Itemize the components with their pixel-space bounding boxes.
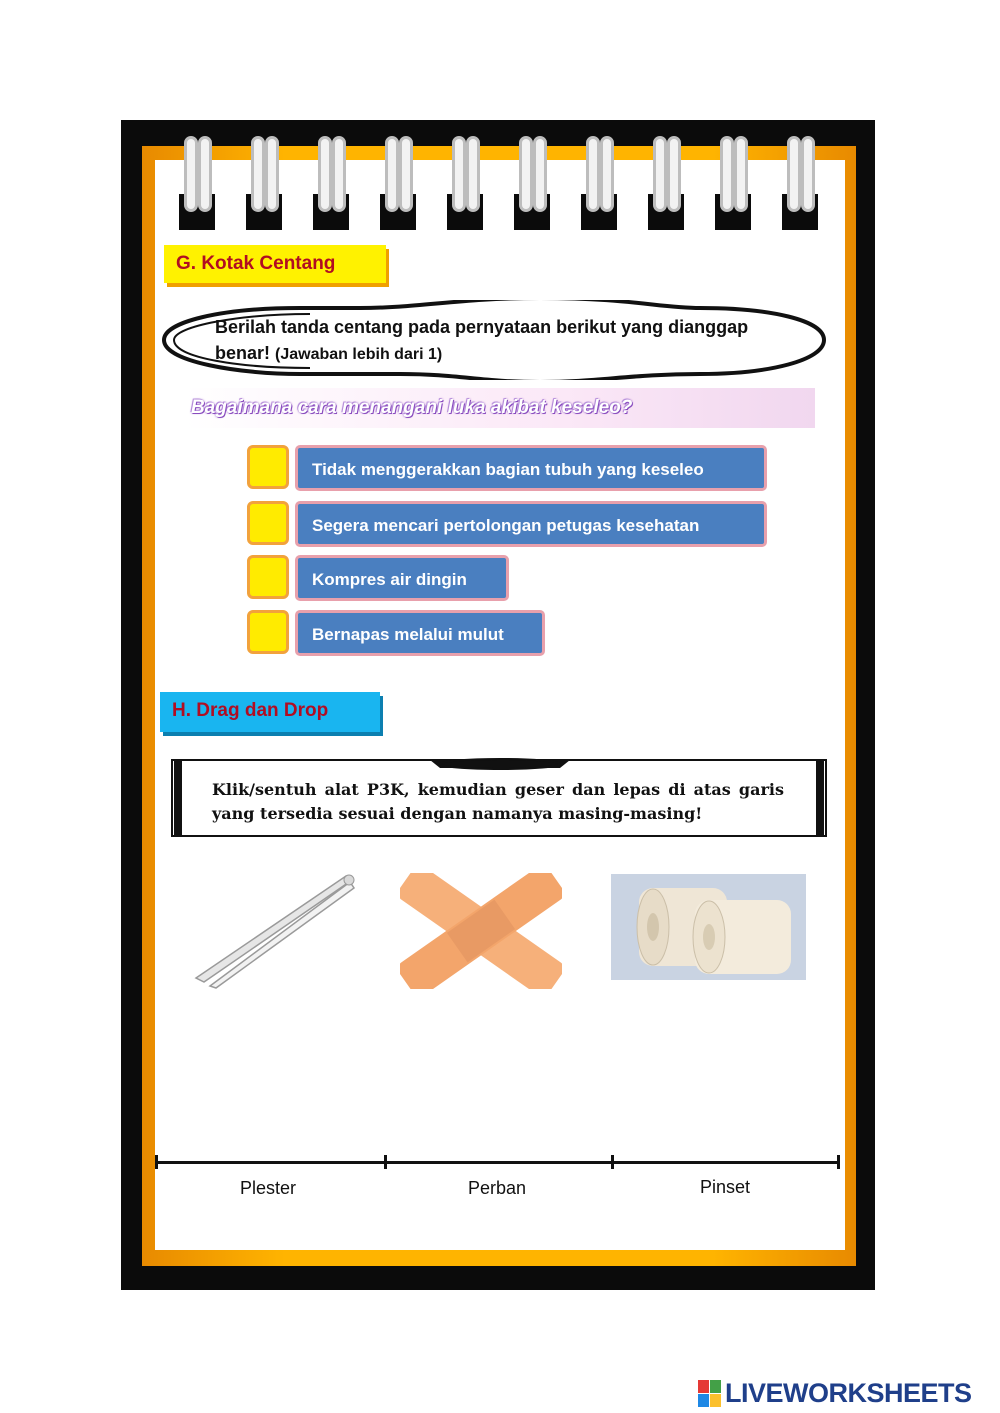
liveworksheets-logo-text: LIVEWORKSHEETS (725, 1377, 972, 1408)
option-label: Kompres air dingin (295, 555, 509, 601)
spiral-ring (715, 136, 751, 230)
tweezers-item[interactable] (190, 868, 360, 990)
checkbox-option-3[interactable] (247, 555, 289, 599)
spiral-ring (648, 136, 684, 230)
checkbox-option-4[interactable] (247, 610, 289, 654)
answer-label-plester: Plester (239, 1178, 297, 1198)
option-label: Bernapas melalui mulut (295, 610, 545, 656)
answer-line-tick (837, 1155, 840, 1169)
answer-line-tick (155, 1155, 158, 1169)
instruction-g-main: Berilah tanda centang pada pernyataan berikut yang dianggap benar! (215, 317, 749, 363)
spiral-ring (179, 136, 215, 230)
option-label: Tidak menggerakkan bagian tubuh yang keseleo (295, 445, 767, 491)
spiral-ring (246, 136, 282, 230)
section-h-label: H. Drag dan Drop (160, 692, 380, 732)
spiral-ring (581, 136, 617, 230)
plaster-item[interactable] (400, 873, 562, 989)
checkbox-option-1[interactable] (247, 445, 289, 489)
instruction-g (215, 314, 795, 368)
spiral-ring (782, 136, 818, 230)
answer-line (155, 1161, 840, 1164)
spiral-ring (313, 136, 349, 230)
instruction-h: Klik/sentuh alat P3K, kemudian geser dan lepas di atas garis yang tersedia sesuai dengan namanya masing-masing! (212, 780, 784, 823)
bandage-item[interactable] (611, 874, 806, 980)
liveworksheets-logo (698, 1376, 972, 1410)
answer-line-tick (384, 1155, 387, 1169)
section-g-label: G. Kotak Centang (164, 245, 386, 283)
spiral-ring (380, 136, 416, 230)
question-text: Bagaimana cara menangani luka akibat keseleo? (185, 388, 815, 428)
answer-label-perban: Perban (467, 1178, 527, 1198)
answer-label-pinset: Pinset (699, 1177, 751, 1197)
spiral-ring (447, 136, 483, 230)
answer-line-tick (611, 1155, 614, 1169)
checkbox-option-2[interactable] (247, 501, 289, 545)
option-label: Segera mencari pertolongan petugas kesehatan (295, 501, 767, 547)
instruction-g-note: (Jawaban lebih dari 1) (275, 346, 443, 363)
spiral-ring (514, 136, 550, 230)
liveworksheets-logo-icon (698, 1379, 722, 1407)
